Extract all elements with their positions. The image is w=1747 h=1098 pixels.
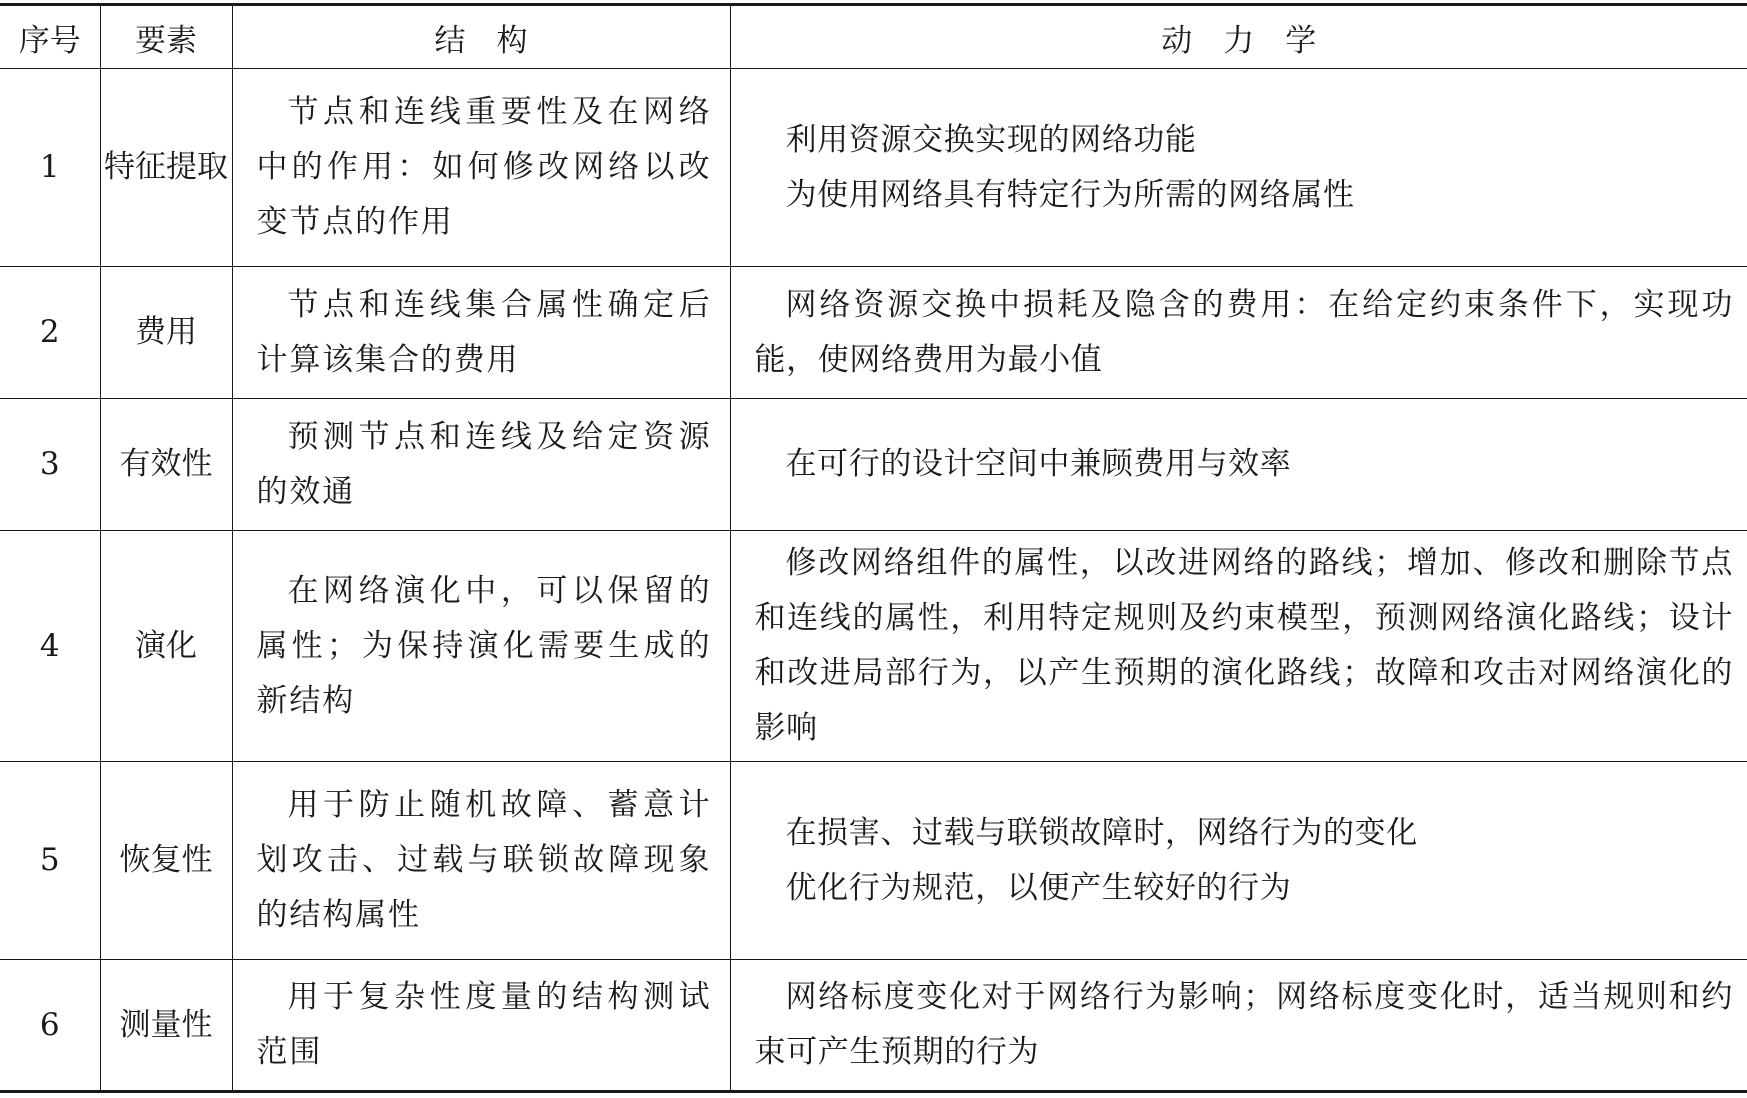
dynamics-line: 在损害、过载与联锁故障时，网络行为的变化: [785, 814, 1418, 851]
row-structure: 用于防止随机故障、蓄意计划攻击、过载与联锁故障现象的结构属性: [232, 762, 730, 960]
row-num: 3: [0, 399, 100, 531]
table-row: [0, 69, 1747, 267]
row-dynamics: [730, 762, 1747, 960]
network-elements-table-container: [0, 3, 1747, 1093]
row-element: 特征提取: [100, 69, 232, 267]
table-row: [0, 960, 1747, 1092]
dynamics-line: 为使用网络具有特定行为所需的网络属性: [785, 176, 1355, 213]
row-num: 1: [0, 69, 100, 267]
row-dynamics: [730, 69, 1747, 267]
row-structure: 节点和连线重要性及在网络中的作用：如何修改网络以改变节点的作用: [232, 69, 730, 267]
dynamics-line: 优化行为规范，以便产生较好的行为: [785, 869, 1292, 906]
row-structure: 节点和连线集合属性确定后计算该集合的费用: [232, 267, 730, 399]
dynamics-line: 利用资源交换实现的网络功能: [785, 121, 1197, 158]
row-num: 4: [0, 531, 100, 762]
row-num: 2: [0, 267, 100, 399]
header-element: 要素: [100, 5, 232, 69]
table-row: [0, 531, 1747, 762]
row-element: 有效性: [100, 399, 232, 531]
table-row: [0, 762, 1747, 960]
table-row: [0, 399, 1747, 531]
header-row: [0, 5, 1747, 69]
row-dynamics: 网络标度变化对于网络行为影响；网络标度变化时，适当规则和约束可产生预期的行为: [730, 960, 1747, 1092]
row-structure: 预测节点和连线及给定资源的效通: [232, 399, 730, 531]
header-num: 序号: [0, 5, 100, 69]
row-structure: 在网络演化中，可以保留的属性；为保持演化需要生成的新结构: [232, 531, 730, 762]
header-dynamics: 动 力 学: [730, 5, 1747, 69]
header-structure: 结 构: [232, 5, 730, 69]
row-element: 恢复性: [100, 762, 232, 960]
row-dynamics: 在可行的设计空间中兼顾费用与效率: [730, 399, 1747, 531]
row-dynamics: 网络资源交换中损耗及隐含的费用：在给定约束条件下，实现功能，使网络费用为最小值: [730, 267, 1747, 399]
row-element: 演化: [100, 531, 232, 762]
table-body: [0, 69, 1747, 1092]
table-header: [0, 5, 1747, 69]
row-num: 5: [0, 762, 100, 960]
network-elements-table: [0, 3, 1747, 1093]
row-element: 费用: [100, 267, 232, 399]
row-dynamics: 修改网络组件的属性，以改进网络的路线；增加、修改和删除节点和连线的属性，利用特定规则及约束模型，预测网络演化路线；设计和改进局部行为，以产生预期的演化路线；故障和攻击对网络演化的影响: [730, 531, 1747, 762]
table-row: [0, 267, 1747, 399]
row-num: 6: [0, 960, 100, 1092]
row-element: 测量性: [100, 960, 232, 1092]
row-structure: 用于复杂性度量的结构测试范围: [232, 960, 730, 1092]
